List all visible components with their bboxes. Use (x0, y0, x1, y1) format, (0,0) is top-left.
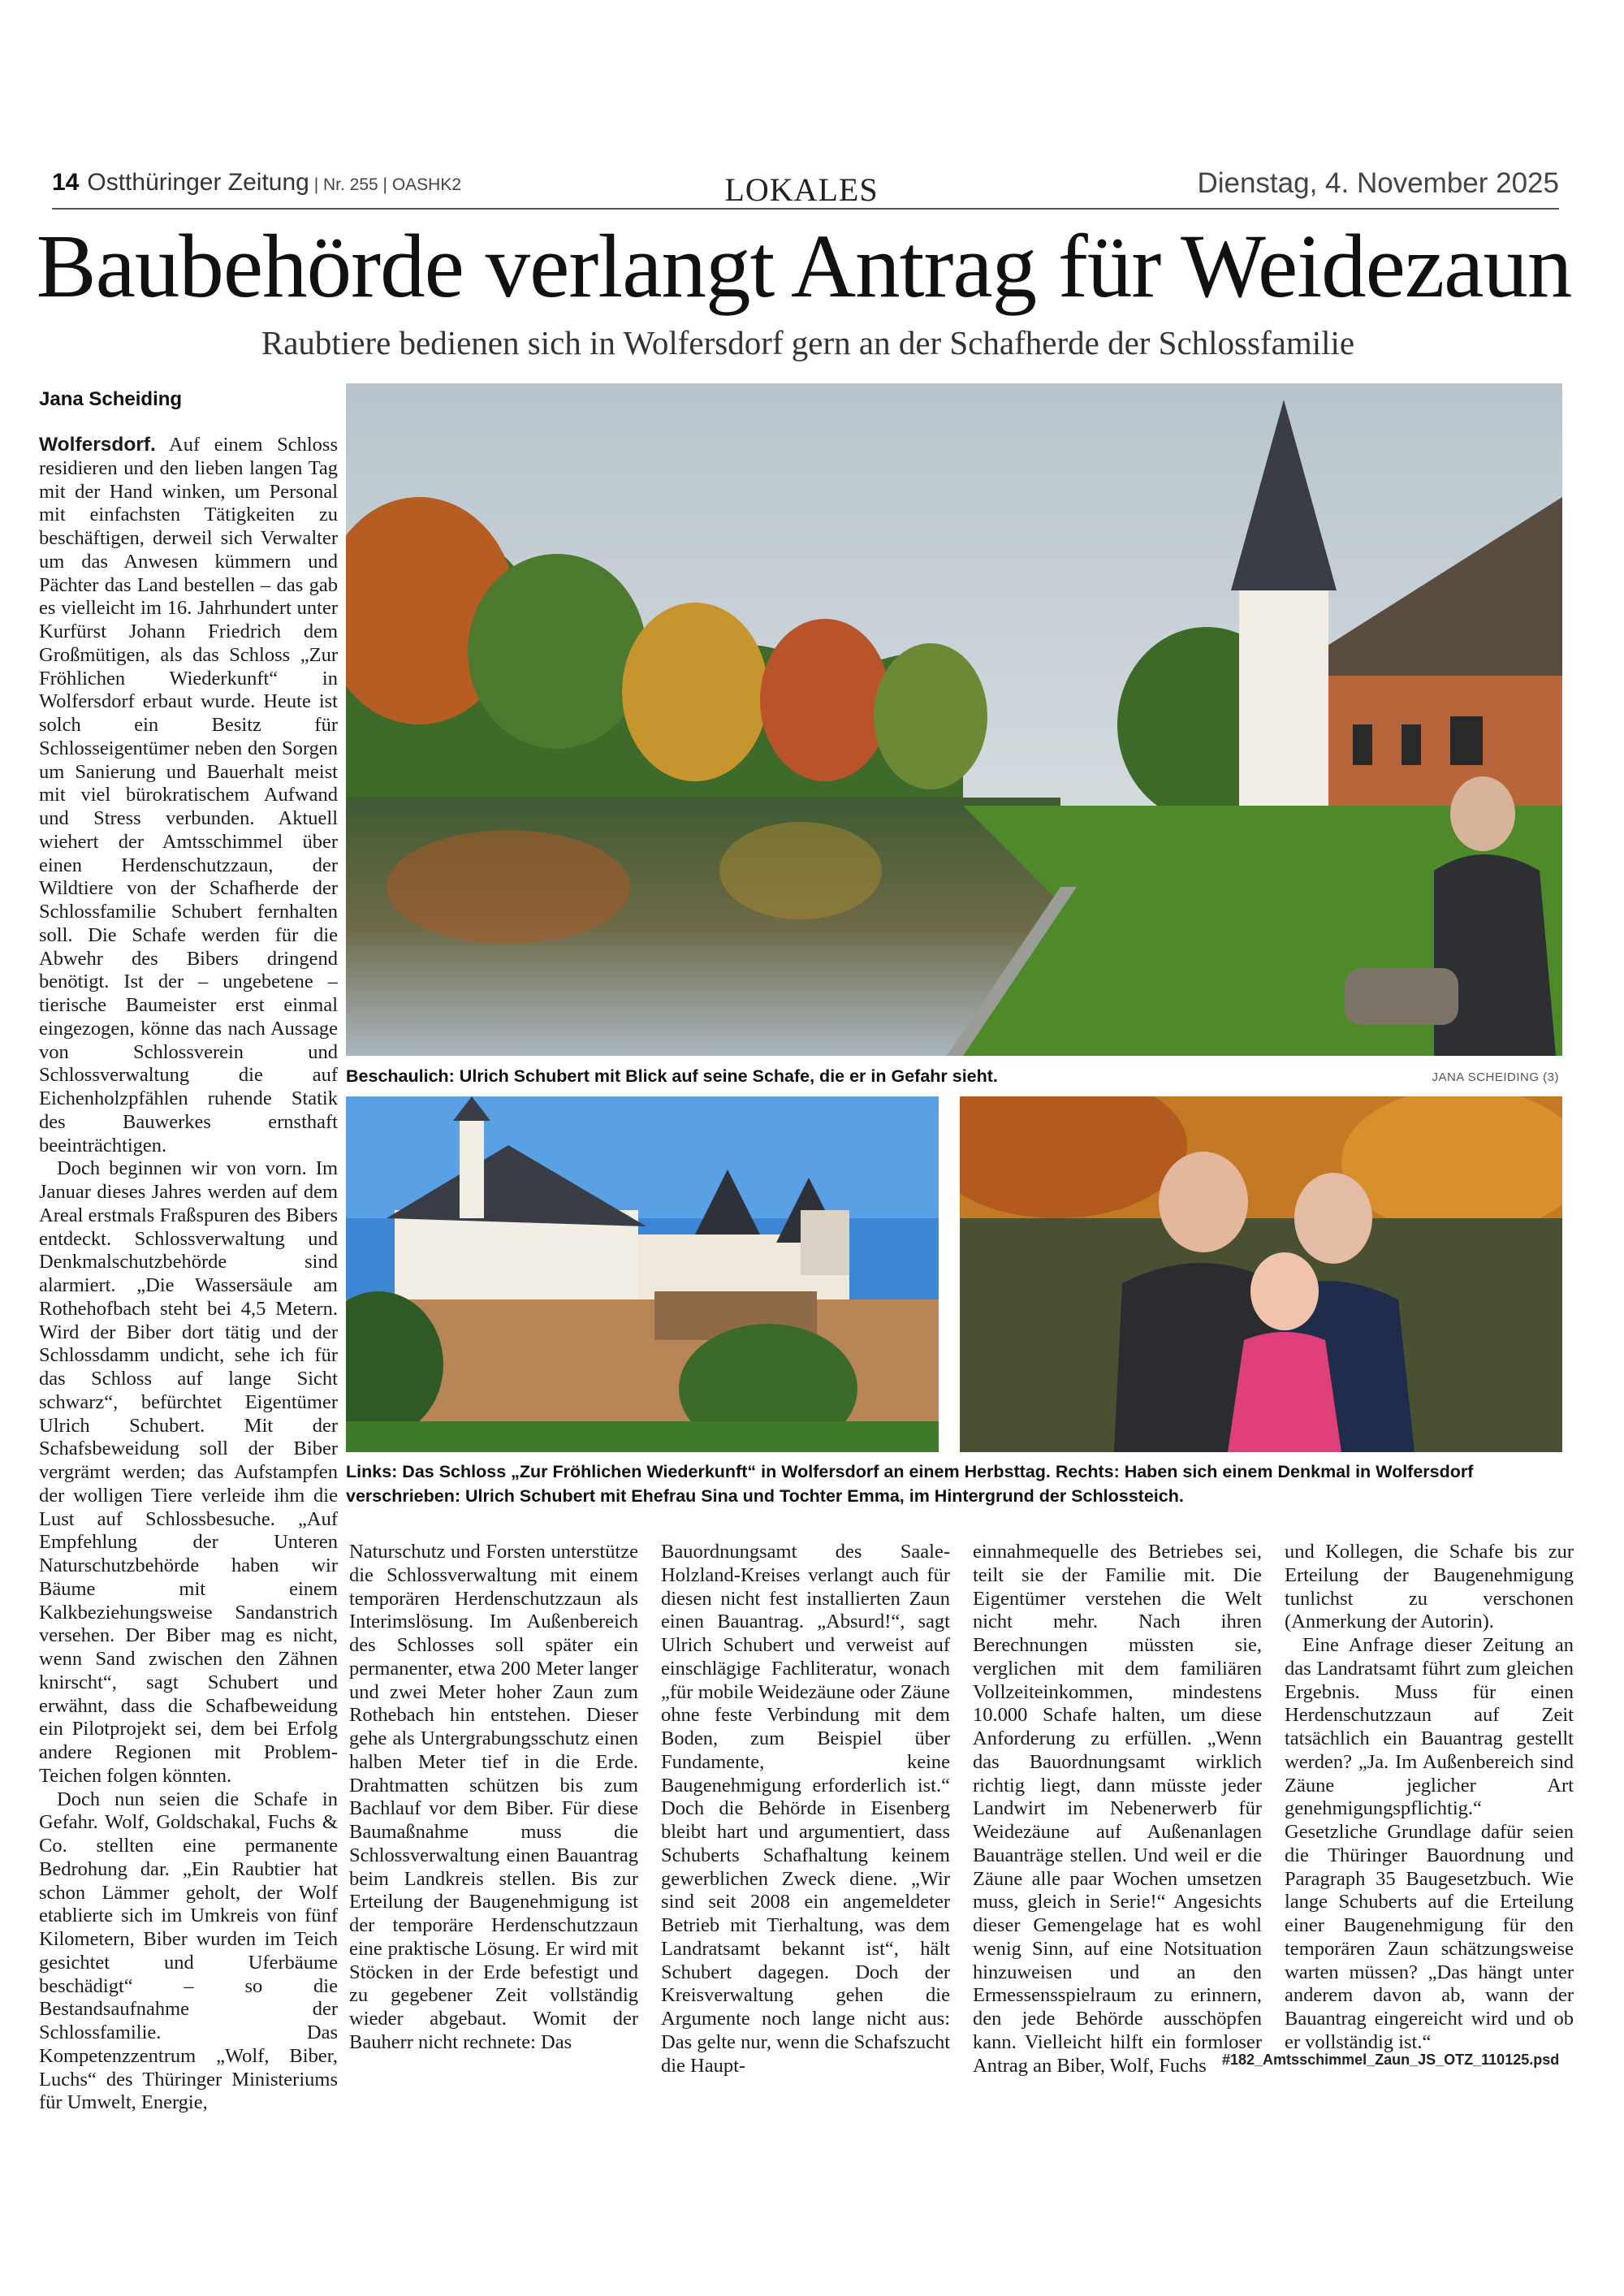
secondary-photo-caption: Links: Das Schloss „Zur Fröhlichen Wiederkunft“ in Wolfersdorf an einem Herbsttag. Rechts: Haben sich einem Denkmal in Wolfersdorf verschrieben: Ulrich Schubert mit Ehefrau Sina und Tochter Emma, im Hintergrund der Schlossteich. (346, 1462, 1474, 1506)
edition-code: OASHK2 (391, 175, 462, 194)
masthead-strip: 14 Ostthüringer Zeitung | Nr. 255 | OASHK2 (52, 169, 462, 196)
paragraph: einnahmequelle des Betriebes sei, teilt sie der Familie mit. Die Eigentümer verstehen die Welt nicht mehr. Nach ihren Berechnungen müssten sie, verglichen mit dem familiären Vollzeiteinkommen, mindestens 10.000 Schafe halten, um diese Anforderung zu erfüllen. „Wenn das Bauordnungsamt wirklich richtig liegt, dann müsste jeder Landwirt im Nebenerwerb für Weidezäune auf Außenanlagen Bauanträge stellen. Und weil er die Zäune alle paar Wochen umsetzen muss, gleich in Serie!“ Angesichts dieser Gemengelage hat es wohl wenig Sinn, auf eine Notsituation hinzuweisen und an den Ermessensspielraum zu erinnern, den jede Behörde ausschöpfen kann. Vielleicht hilft ein formloser Antrag an Biber, Wolf, Fuchs (973, 1541, 1262, 2077)
dateline: Wolfersdorf. (39, 434, 156, 456)
paragraph: Naturschutz und Forsten unterstütze die Schlossverwaltung mit einem temporären Herdenschutzzaun als Interimslösung. Im Außenbereich des Schlosses soll später ein permanenter, etwa 200 Meter langer und zwei Meter hoher Zaun zum Rothebach hin entstehen. Dieser gehe als Untergrabungsschutz einen halben Meter tief in die Erde. Drahtmatten schützen bis zum Bachlauf vor dem Biber. Für diese Baumaßnahme muss die Schlossverwaltung einen Bauantrag beim Landkreis stellen. Bis zur Erteilung der Baugenehmigung ist der temporäre Herdenschutzzaun eine praktische Lösung. Er wird mit Stöcken in der Erde befestigt und zu gegebener Zeit vollständig wieder abgebaut. Womit der Bauherr nicht rechnete: Das (349, 1541, 638, 2053)
header-rule (52, 208, 1559, 210)
family-illustration (960, 1096, 1562, 1452)
headline: Baubehörde verlangt Antrag für Weidezaun (36, 217, 1572, 317)
issue-number: Nr. 255 (322, 175, 378, 194)
paragraph: und Kollegen, die Schafe bis zur Erteilung der Baugenehmigung tunlichst zu verschonen (Anmerkung der Autorin). (1285, 1541, 1574, 1633)
paragraph (39, 434, 338, 1157)
article-column-1 (39, 434, 338, 2115)
article-column-5 (1285, 1541, 1574, 2055)
castle-illustration (346, 1096, 939, 1452)
photo-schubert-family (960, 1096, 1562, 1452)
issue-date: Dienstag, 4. November 2025 (1197, 167, 1559, 199)
subheadline: Raubtiere bedienen sich in Wolfersdorf gern an der Schafherde der Schlossfamilie (261, 324, 1355, 361)
paragraph: Bauordnungsamt des Saale-Holzland-Kreises verlangt auch für diesen nicht fest installierten Zaun einen Bauantrag. „Absurd!“, sagt Ulrich Schubert und verweist auf einschlägige Fachliteratur, wonach „für mobile Weidezäune oder Zäune ohne feste Verbindung mit dem Boden, zum Beispiel über Fundamente, keine Baugenehmigung erforderlich ist.“ Doch die Behörde in Eisenberg bleibt hart und argumentiert, dass Schuberts Schafhaltung keinem gewerblichen Zweck diene. „Wir sind seit 2008 ein angemeldeter Betrieb mit Tierhaltung, was dem Landratsamt bekannt ist“, hält Schubert dagegen. Doch der Kreisverwaltung gehen die Argumente noch lange nicht aus: Das gelte nur, wenn die Schafszucht die Haupt- (661, 1541, 950, 2077)
photo-credit: JANA SCHEIDING (3) (1432, 1070, 1559, 1084)
paragraph: Doch nun seien die Schafe in Gefahr. Wolf, Goldschakal, Fuchs & Co. stellten eine permanente Bedrohung dar. „Ein Raubtier hat schon Lämmer geholt, der Wolf etablierte sich im Umkreis von fünf Kilometern, Biber wurden im Teich gesichtet und Uferbäume beschädigt“ – so die Bestandsaufnahme der Schlossfamilie. Das Kompetenzzentrum „Wolf, Biber, Luchs“ des Thüringer Ministeriums für Umwelt, Energie, (39, 1788, 338, 2114)
section-label: LOKALES (724, 171, 879, 208)
main-photo-pond-castle (346, 383, 1562, 1056)
file-reference: #182_Amtsschimmel_Zaun_JS_OTZ_110125.psd (1222, 2052, 1560, 2068)
paragraph: Doch beginnen wir von vorn. Im Januar dieses Jahres werden auf dem Areal erstmals Fraßspuren des Bibers entdeckt. Schlossverwaltung und Denkmalschutzbehörde sind alarmiert. „Die Wassersäule am Rothehofbach steht bei 4,5 Metern. Wird der Biber dort tätig und der Schlossdamm undicht, sehe ich für das Schloss auf lange Sicht schwarz“, befürchtet Eigentümer Ulrich Schubert. Mit der Schafsbeweidung soll der Biber vergrämt werden; das Aufstampfen der wolligen Tiere verleide ihm die Lust auf Schlossbesuche. „Auf Empfehlung der Unteren Naturschutzbehörde haben wir Bäume mit einem Kalkbeziehungsweise Sandanstrich versehen. Der Biber mag es nicht, wenn Sand zwischen den Zähnen knirscht“, sagt Schubert und erwähnt, dass die Schafbeweidung ein Pilotprojekt sei, dem bei Erfolg andere Regionen mit Problem-Teichen folgen könnten. (39, 1157, 338, 1787)
page-number: 14 (52, 169, 80, 196)
author-byline: Jana Scheiding (39, 388, 183, 410)
main-photo-caption: Beschaulich: Ulrich Schubert mit Blick auf seine Schafe, die er in Gefahr sieht. (346, 1066, 998, 1086)
newspaper-name: Ostthüringer Zeitung (87, 169, 309, 196)
article-column-2 (349, 1541, 638, 2055)
article-column-3 (661, 1541, 950, 2078)
article-column-4 (973, 1541, 1262, 2078)
photo-castle-exterior (346, 1096, 939, 1452)
paragraph: Eine Anfrage dieser Zeitung an das Landratsamt führt zum gleichen Ergebnis. Muss für einen Herdenschutzzaun auf Zeit tatsächlich ein Bauantrag gestellt werden? „Ja. Im Außenbereich sind Zäune jeglicher Art genehmigungspflichtig.“ Gesetzliche Grundlage dafür seien die Thüringer Bauordnung und Paragraph 35 Baugesetzbuch. Wie lange Schuberts auf die Erteilung einer Baugenehmigung für den temporären Zaun schätzungsweise warten müssen? „Das hängt unter anderem davon ab, wann der Bauantrag eingereicht wird und ob er vollständig ist.“ (1285, 1634, 1574, 2053)
paragraph-text: Auf einem Schloss residieren und den lieben langen Tag mit der Hand winken, um Personal mit einfachsten Tätigkeiten zu beschäftigen, derweil sich Verwalter um das Anwesen kümmern und Pächter das Land bestellen – das gab es vielleicht im 16. Jahrhundert unter Kurfürst Johann Friedrich dem Großmütigen, als das Schloss „Zur Fröhlichen Wiederkunft“ in Wolfersdorf erbaut wurde. Heute ist solch ein Besitz für Schlosseigentümer neben den Sorgen um Sanierung und Bauerhalt meist mit viel bürokratischem Aufwand und Stress verbunden. Aktuell wiehert der Amtsschimmel über einen Herdenschutzzaun, der Wildtiere von der Schafherde der Schlossfamilie Schubert fernhalten soll. Die Schafe werden für die Abwehr des Bibers dringend benötigt. Ist der – ungebetene – tierische Baumeister erst einmal eingezogen, könne das nach Aussage von Schlossverein und Schlossverwaltung die auf Eichenholzpfählen ruhende Statik des Bauwerkes ernsthaft beeinträchtigen. (39, 434, 338, 1157)
pond-castle-illustration (346, 383, 1562, 1056)
